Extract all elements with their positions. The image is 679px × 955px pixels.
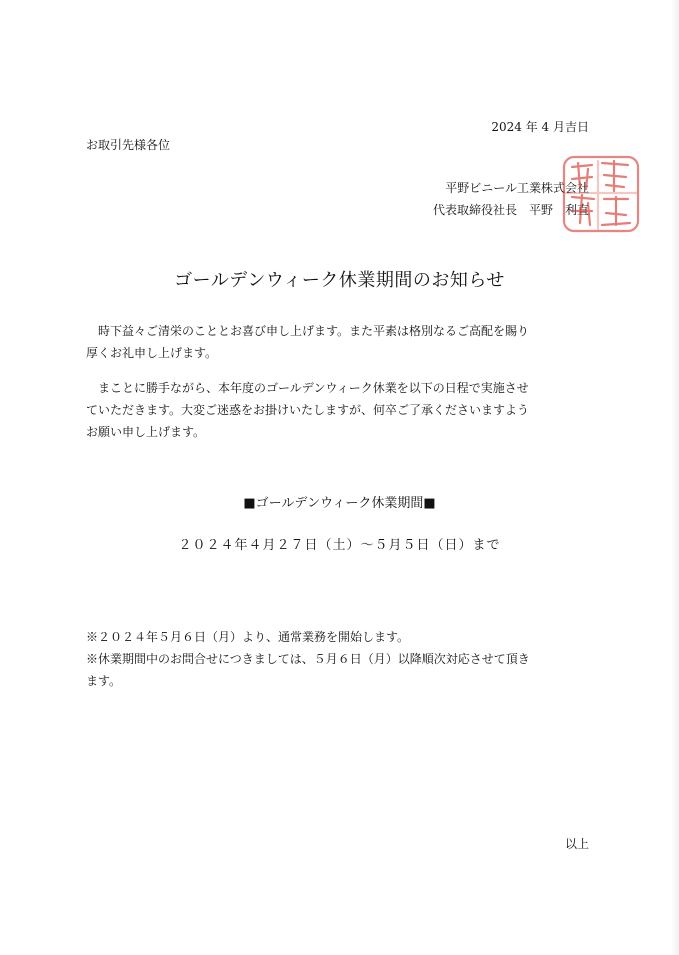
greeting-line-2: 厚くお礼申し上げます。 bbox=[86, 346, 218, 360]
notice-title: ゴールデンウィーク休業期間のお知らせ bbox=[174, 270, 505, 291]
announcement-line-1: まことに勝手ながら、本年度のゴールデンウィーク休業を以下の日程で実施させ bbox=[86, 381, 529, 395]
company-name: 平野ビニール工業株式会社 bbox=[445, 181, 589, 195]
announcement-line-3: お願い申し上げます。 bbox=[86, 425, 206, 439]
recipient-line: お取引先様各位 bbox=[86, 138, 171, 152]
company-seal-stamp bbox=[558, 153, 644, 235]
note-inquiries-line-2: ます。 bbox=[86, 674, 122, 688]
holiday-period-dates: ２０２４年４月２７日（土）～５月５日（日）まで bbox=[178, 538, 501, 553]
scan-edge-shadow bbox=[671, 0, 679, 955]
issue-date: 2024 年 4 月吉日 bbox=[491, 120, 589, 134]
note-inquiries bbox=[86, 648, 596, 692]
representative-name: 代表取締役社長 平野 利直 bbox=[432, 203, 589, 217]
announcement-paragraph bbox=[86, 377, 591, 443]
greeting-line-1: 時下益々ご清栄のこととお喜び申し上げます。また平素は格別なるご高配を賜り bbox=[86, 324, 530, 338]
announcement-line-2: ていただきます。大変ご迷惑をお掛けいたしますが、何卒ご了承くださいますよう bbox=[86, 403, 530, 417]
note-inquiries-line-1: ※休業期間中のお問合せにつきましては、５月６日（月）以降順次対応させて頂き bbox=[86, 652, 530, 666]
note-resume-business: ※２０２４年５月６日（月）より、通常業務を開始します。 bbox=[86, 630, 410, 644]
holiday-period-heading: ■ゴールデンウィーク休業期間■ bbox=[243, 496, 436, 511]
greeting-paragraph bbox=[86, 320, 591, 364]
closing-mark: 以上 bbox=[564, 837, 589, 851]
